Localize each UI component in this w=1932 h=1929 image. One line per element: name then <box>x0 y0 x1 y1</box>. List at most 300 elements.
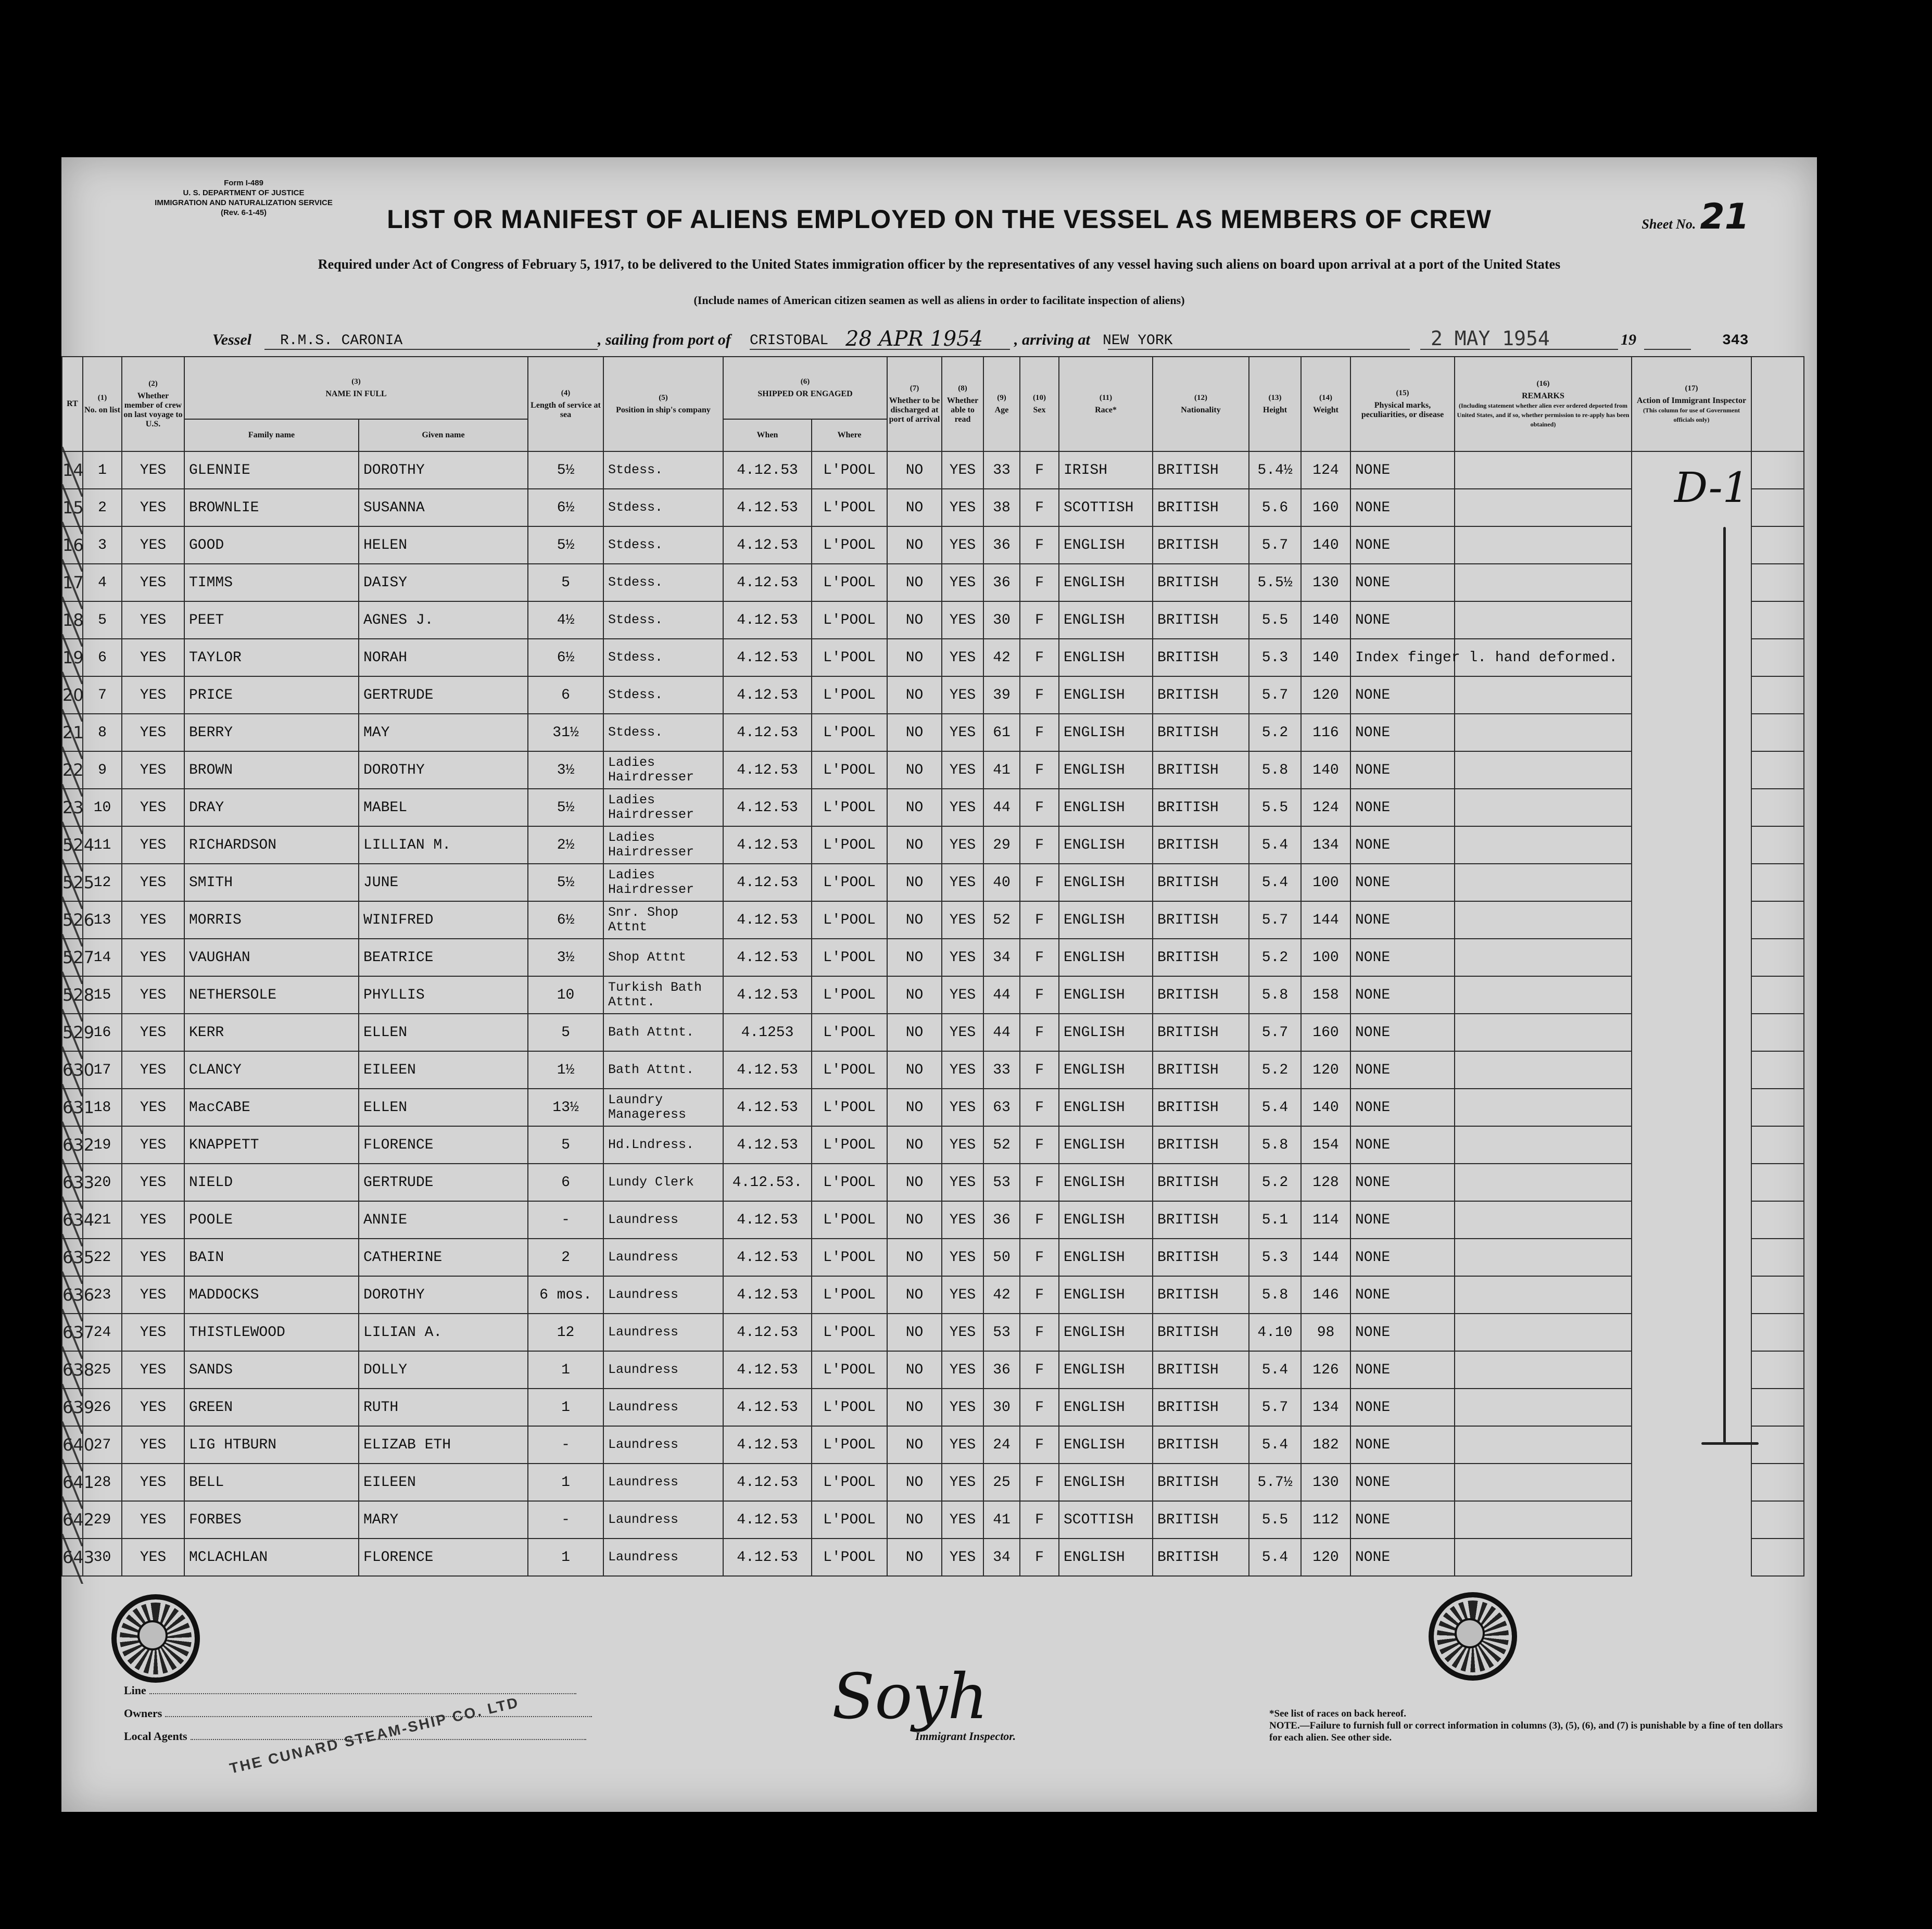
ordinal-cell: 18 <box>62 601 83 639</box>
inspector-action-cell <box>1632 1389 1751 1426</box>
nationality-cell: BRITISH <box>1153 676 1249 714</box>
shipped-where-cell: L'POOL <box>812 1351 887 1389</box>
weight-cell: 160 <box>1301 1014 1350 1051</box>
age-cell: 53 <box>983 1164 1020 1201</box>
header-weight <box>1301 357 1350 451</box>
nationality-cell: BRITISH <box>1153 1051 1249 1089</box>
race-cell: ENGLISH <box>1059 526 1153 564</box>
inspector-action-cell <box>1632 526 1751 564</box>
nationality-cell: BRITISH <box>1153 1314 1249 1351</box>
remarks-cell <box>1455 1464 1632 1501</box>
given-name-cell: GERTRUDE <box>359 1164 528 1201</box>
list-number-cell: 28 <box>83 1464 122 1501</box>
given-name-cell: RUTH <box>359 1389 528 1426</box>
race-cell: ENGLISH <box>1059 714 1153 751</box>
given-name-cell: ELLEN <box>359 1014 528 1051</box>
nationality-cell: BRITISH <box>1153 939 1249 976</box>
race-cell: ENGLISH <box>1059 939 1153 976</box>
margin-header <box>62 357 83 451</box>
remarks-cell <box>1455 976 1632 1014</box>
family-name-cell: TIMMS <box>184 564 359 601</box>
nationality-cell: BRITISH <box>1153 1164 1249 1201</box>
col-num: (11) <box>1099 394 1113 402</box>
port-seal-left <box>111 1594 200 1683</box>
discharged-cell: NO <box>887 1351 942 1389</box>
blank-cell <box>1751 1539 1804 1576</box>
header-no-on-list <box>83 357 122 451</box>
family-name-cell: MCLACHLAN <box>184 1539 359 1576</box>
read-cell: YES <box>942 714 983 751</box>
col-num: (1) <box>97 394 107 402</box>
inspector-action-cell <box>1632 1239 1751 1276</box>
list-number-cell: 8 <box>83 714 122 751</box>
weight-cell: 144 <box>1301 901 1350 939</box>
family-name-cell: SMITH <box>184 864 359 901</box>
shipped-where-cell: L'POOL <box>812 526 887 564</box>
header-where: Where <box>812 419 887 451</box>
ordinal-cell: 632 <box>62 1126 83 1164</box>
service-cell: 5 <box>528 564 603 601</box>
age-cell: 36 <box>983 1201 1020 1239</box>
sex-cell: F <box>1020 451 1059 489</box>
shipped-where-cell: L'POOL <box>812 1464 887 1501</box>
member-cell: YES <box>122 901 184 939</box>
shipped-when-cell: 4.12.53 <box>723 1426 812 1464</box>
weight-cell: 160 <box>1301 489 1350 526</box>
nationality-cell: BRITISH <box>1153 1426 1249 1464</box>
family-name-cell: BELL <box>184 1464 359 1501</box>
read-cell: YES <box>942 789 983 826</box>
weight-cell: 140 <box>1301 1089 1350 1126</box>
family-name-cell: NIELD <box>184 1164 359 1201</box>
family-name-cell: GOOD <box>184 526 359 564</box>
table-row <box>62 1239 1804 1276</box>
service-cell: 6 mos. <box>528 1276 603 1314</box>
shipped-when-cell: 4.12.53 <box>723 1201 812 1239</box>
shipped-when-cell: 4.1253 <box>723 1014 812 1051</box>
sex-cell: F <box>1020 1089 1059 1126</box>
table-row <box>62 826 1804 864</box>
remarks-cell <box>1455 526 1632 564</box>
sex-cell: F <box>1020 1351 1059 1389</box>
read-cell: YES <box>942 1051 983 1089</box>
ordinal-cell: 638 <box>62 1351 83 1389</box>
race-cell: ENGLISH <box>1059 1389 1153 1426</box>
shipped-where-cell: L'POOL <box>812 564 887 601</box>
marks-cell: NONE <box>1350 601 1455 639</box>
discharged-cell: NO <box>887 939 942 976</box>
remarks-cell <box>1455 489 1632 526</box>
col-label: NAME IN FULL <box>325 389 387 398</box>
table-row <box>62 1314 1804 1351</box>
position-cell: Laundress <box>603 1351 723 1389</box>
height-cell: 4.10 <box>1249 1314 1301 1351</box>
weight-cell: 114 <box>1301 1201 1350 1239</box>
height-cell: 5.3 <box>1249 639 1301 676</box>
header-shipped <box>723 357 887 419</box>
position-cell: Stdess. <box>603 676 723 714</box>
blank-cell <box>1751 789 1804 826</box>
shipped-when-cell: 4.12.53 <box>723 1239 812 1276</box>
blank-cell <box>1751 1014 1804 1051</box>
nationality-cell: BRITISH <box>1153 526 1249 564</box>
position-cell: Stdess. <box>603 601 723 639</box>
header-blank <box>1751 357 1804 451</box>
discharged-cell: NO <box>887 714 942 751</box>
ordinal-cell: 639 <box>62 1389 83 1426</box>
ordinal-cell: 20 <box>62 676 83 714</box>
height-cell: 5.2 <box>1249 939 1301 976</box>
header-race <box>1059 357 1153 451</box>
age-cell: 25 <box>983 1464 1020 1501</box>
read-cell: YES <box>942 564 983 601</box>
sailing-label: , sailing from port of <box>598 331 731 348</box>
marks-cell: NONE <box>1350 451 1455 489</box>
shipped-when-cell: 4.12.53 <box>723 976 812 1014</box>
ordinal-cell: 637 <box>62 1314 83 1351</box>
height-cell: 5.2 <box>1249 1164 1301 1201</box>
position-cell: Laundress <box>603 1464 723 1501</box>
weight-cell: 158 <box>1301 976 1350 1014</box>
service-cell: 6 <box>528 1164 603 1201</box>
position-cell: Laundress <box>603 1389 723 1426</box>
read-cell: YES <box>942 976 983 1014</box>
height-cell: 5.5½ <box>1249 564 1301 601</box>
marks-cell: NONE <box>1350 939 1455 976</box>
height-cell: 5.4 <box>1249 1539 1301 1576</box>
member-cell: YES <box>122 1314 184 1351</box>
marks-cell: NONE <box>1350 1239 1455 1276</box>
shipped-where-cell: L'POOL <box>812 1126 887 1164</box>
col-num: (16) <box>1536 380 1550 388</box>
nationality-cell: BRITISH <box>1153 451 1249 489</box>
col-num: (8) <box>958 384 967 393</box>
blank-cell <box>1751 1389 1804 1426</box>
position-cell: Hd.Lndress. <box>603 1126 723 1164</box>
marks-cell: NONE <box>1350 1089 1455 1126</box>
given-name-cell: ELLEN <box>359 1089 528 1126</box>
service-cell: 31½ <box>528 714 603 751</box>
age-cell: 40 <box>983 864 1020 901</box>
inspector-action-cell <box>1632 789 1751 826</box>
member-cell: YES <box>122 1539 184 1576</box>
shipped-where-cell: L'POOL <box>812 1314 887 1351</box>
marks-cell: NONE <box>1350 714 1455 751</box>
marks-cell: NONE <box>1350 1426 1455 1464</box>
given-name-cell: NORAH <box>359 639 528 676</box>
discharged-cell: NO <box>887 1051 942 1089</box>
col-num: (12) <box>1194 394 1207 402</box>
family-name-cell: POOLE <box>184 1201 359 1239</box>
family-name-cell: MORRIS <box>184 901 359 939</box>
list-number-cell: 26 <box>83 1389 122 1426</box>
sex-cell: F <box>1020 1201 1059 1239</box>
blank-cell <box>1751 1351 1804 1389</box>
remarks-cell <box>1455 1126 1632 1164</box>
age-cell: 39 <box>983 676 1020 714</box>
blank-cell <box>1751 939 1804 976</box>
inspector-signature: Soyh <box>832 1661 988 1733</box>
family-name-cell: RICHARDSON <box>184 826 359 864</box>
include-note: (Include names of American citizen seamen as well as aliens in order to facilitate inspection of aliens) <box>693 294 1185 307</box>
race-cell: ENGLISH <box>1059 864 1153 901</box>
read-cell: YES <box>942 1239 983 1276</box>
remarks-cell <box>1455 564 1632 601</box>
given-name-cell: ELIZAB ETH <box>359 1426 528 1464</box>
age-cell: 52 <box>983 1126 1020 1164</box>
weight-cell: 140 <box>1301 751 1350 789</box>
service: IMMIGRATION AND NATURALIZATION SERVICE <box>155 198 333 207</box>
year-label: 19 <box>1621 331 1636 348</box>
nationality-cell: BRITISH <box>1153 1276 1249 1314</box>
position-cell: Ladies Hairdresser <box>603 826 723 864</box>
given-name-cell: DOROTHY <box>359 751 528 789</box>
margin-label: RT <box>67 399 78 408</box>
col-num: (10) <box>1033 394 1046 402</box>
height-cell: 5.8 <box>1249 1126 1301 1164</box>
list-number-cell: 18 <box>83 1089 122 1126</box>
remarks-cell <box>1455 1501 1632 1539</box>
weight-cell: 124 <box>1301 451 1350 489</box>
shipped-where-cell: L'POOL <box>812 1501 887 1539</box>
discharged-cell: NO <box>887 1464 942 1501</box>
service-cell: 5½ <box>528 526 603 564</box>
remarks-cell <box>1455 1089 1632 1126</box>
sex-cell: F <box>1020 901 1059 939</box>
ordinal-cell: 19 <box>62 639 83 676</box>
sex-cell: F <box>1020 1239 1059 1276</box>
marks-cell: NONE <box>1350 1276 1455 1314</box>
family-name-cell: MacCABE <box>184 1089 359 1126</box>
nationality-cell: BRITISH <box>1153 1089 1249 1126</box>
race-cell: ENGLISH <box>1059 1051 1153 1089</box>
service-cell: 12 <box>528 1314 603 1351</box>
service-cell: 6 <box>528 676 603 714</box>
shipped-when-cell: 4.12.53 <box>723 714 812 751</box>
given-name-cell: EILEEN <box>359 1051 528 1089</box>
race-cell: ENGLISH <box>1059 1126 1153 1164</box>
shipped-where-cell: L'POOL <box>812 1389 887 1426</box>
discharged-cell: NO <box>887 601 942 639</box>
list-number-cell: 6 <box>83 639 122 676</box>
ordinal-cell: 630 <box>62 1051 83 1089</box>
nationality-cell: BRITISH <box>1153 489 1249 526</box>
list-number-cell: 11 <box>83 826 122 864</box>
member-cell: YES <box>122 1351 184 1389</box>
nationality-cell: BRITISH <box>1153 976 1249 1014</box>
age-cell: 50 <box>983 1239 1020 1276</box>
list-number-cell: 7 <box>83 676 122 714</box>
height-cell: 5.8 <box>1249 1276 1301 1314</box>
remarks-cell <box>1455 451 1632 489</box>
list-number-cell: 13 <box>83 901 122 939</box>
nationality-cell: BRITISH <box>1153 1539 1249 1576</box>
member-cell: YES <box>122 1276 184 1314</box>
age-cell: 63 <box>983 1089 1020 1126</box>
list-number-cell: 19 <box>83 1126 122 1164</box>
header-inspector-action <box>1632 357 1751 451</box>
inspector-action-cell <box>1632 1014 1751 1051</box>
position-cell: Laundress <box>603 1426 723 1464</box>
blank-cell <box>1751 1051 1804 1089</box>
nationality-cell: BRITISH <box>1153 714 1249 751</box>
given-name-cell: FLORENCE <box>359 1539 528 1576</box>
nationality-cell: BRITISH <box>1153 639 1249 676</box>
ordinal-cell: 14 <box>62 451 83 489</box>
height-cell: 5.4 <box>1249 826 1301 864</box>
blank-cell <box>1751 1501 1804 1539</box>
inspector-action-cell <box>1632 1089 1751 1126</box>
table-row <box>62 526 1804 564</box>
race-cell: ENGLISH <box>1059 1276 1153 1314</box>
service-cell: 3½ <box>528 939 603 976</box>
inspector-continuation-line <box>1723 527 1726 1443</box>
shipped-when-cell: 4.12.53 <box>723 1276 812 1314</box>
shipped-where-cell: L'POOL <box>812 1089 887 1126</box>
inspector-action-cell <box>1632 1276 1751 1314</box>
family-name-cell: FORBES <box>184 1501 359 1539</box>
shipped-when-cell: 4.12.53 <box>723 939 812 976</box>
discharged-cell: NO <box>887 676 942 714</box>
vessel-line <box>61 323 1817 352</box>
remarks-cell <box>1455 714 1632 751</box>
race-cell: ENGLISH <box>1059 1464 1153 1501</box>
table-row <box>62 901 1804 939</box>
discharged-cell: NO <box>887 826 942 864</box>
header-when: When <box>723 419 812 451</box>
table-row <box>62 1276 1804 1314</box>
line-label: Line <box>124 1684 146 1697</box>
family-name-cell: GLENNIE <box>184 451 359 489</box>
ordinal-cell: 525 <box>62 864 83 901</box>
nationality-cell: BRITISH <box>1153 1239 1249 1276</box>
remarks-cell <box>1455 1239 1632 1276</box>
sex-cell: F <box>1020 939 1059 976</box>
inspector-action-cell <box>1632 864 1751 901</box>
inspector-action-cell <box>1632 1314 1751 1351</box>
blank-cell <box>1751 601 1804 639</box>
member-cell: YES <box>122 751 184 789</box>
blank-cell <box>1751 714 1804 751</box>
height-cell: 5.8 <box>1249 751 1301 789</box>
sex-cell: F <box>1020 489 1059 526</box>
table-row <box>62 639 1804 676</box>
col-num: (15) <box>1396 389 1409 397</box>
manifest-sheet <box>61 157 1817 1812</box>
shipped-when-cell: 4.12.53 <box>723 489 812 526</box>
departure-port: CRISTOBAL <box>750 333 829 349</box>
member-cell: YES <box>122 1501 184 1539</box>
member-cell: YES <box>122 639 184 676</box>
position-cell: Laundress <box>603 1314 723 1351</box>
inspector-action-cell <box>1632 1464 1751 1501</box>
nationality-cell: BRITISH <box>1153 1201 1249 1239</box>
inspector-action-cell <box>1632 676 1751 714</box>
read-cell: YES <box>942 526 983 564</box>
list-number-cell: 3 <box>83 526 122 564</box>
marks-cell: NONE <box>1350 676 1455 714</box>
sex-cell: F <box>1020 1276 1059 1314</box>
table-row <box>62 864 1804 901</box>
family-name-cell: PRICE <box>184 676 359 714</box>
given-name-cell: LILLIAN M. <box>359 826 528 864</box>
shipped-where-cell: L'POOL <box>812 901 887 939</box>
family-name-cell: MADDOCKS <box>184 1276 359 1314</box>
height-cell: 5.5 <box>1249 789 1301 826</box>
table-row <box>62 1164 1804 1201</box>
table-row <box>62 601 1804 639</box>
discharged-cell: NO <box>887 976 942 1014</box>
discharged-cell: NO <box>887 901 942 939</box>
race-cell: ENGLISH <box>1059 1089 1153 1126</box>
service-cell: 3½ <box>528 751 603 789</box>
header-age <box>983 357 1020 451</box>
shipped-when-cell: 4.12.53 <box>723 1051 812 1089</box>
height-cell: 5.7 <box>1249 526 1301 564</box>
ordinal-cell: 634 <box>62 1201 83 1239</box>
position-cell: Lundy Clerk <box>603 1164 723 1201</box>
shipped-where-cell: L'POOL <box>812 976 887 1014</box>
read-cell: YES <box>942 1201 983 1239</box>
shipped-when-cell: 4.12.53 <box>723 1501 812 1539</box>
given-name-cell: ANNIE <box>359 1201 528 1239</box>
nationality-cell: BRITISH <box>1153 1501 1249 1539</box>
marks-cell: NONE <box>1350 1126 1455 1164</box>
remarks-cell <box>1455 1314 1632 1351</box>
nationality-cell: BRITISH <box>1153 1014 1249 1051</box>
discharged-cell: NO <box>887 1239 942 1276</box>
shipped-where-cell: L'POOL <box>812 826 887 864</box>
age-cell: 36 <box>983 526 1020 564</box>
marks-cell: NONE <box>1350 1201 1455 1239</box>
port-seal-right <box>1429 1592 1517 1681</box>
table-row <box>62 564 1804 601</box>
remarks-cell <box>1455 1276 1632 1314</box>
shipped-where-cell: L'POOL <box>812 639 887 676</box>
ordinal-cell: 636 <box>62 1276 83 1314</box>
list-number-cell: 21 <box>83 1201 122 1239</box>
inspector-subtitle: (This column for use of Government officials only) <box>1643 407 1740 423</box>
company-stamp: THE CUNARD STEAM-SHIP CO. LTD <box>228 1694 521 1777</box>
blank-cell <box>1751 1239 1804 1276</box>
age-cell: 52 <box>983 901 1020 939</box>
vessel-name: R.M.S. CARONIA <box>280 333 403 349</box>
header-discharged <box>887 357 942 451</box>
service-cell: - <box>528 1501 603 1539</box>
col-label: Whether able to read <box>946 396 979 424</box>
service-cell: 1 <box>528 1464 603 1501</box>
age-cell: 33 <box>983 1051 1020 1089</box>
remarks-cell <box>1455 1389 1632 1426</box>
height-cell: 5.6 <box>1249 489 1301 526</box>
list-number-cell: 5 <box>83 601 122 639</box>
marks-cell: NONE <box>1350 1464 1455 1501</box>
given-name-cell: DOLLY <box>359 1351 528 1389</box>
family-name-cell: DRAY <box>184 789 359 826</box>
remarks-cell <box>1455 601 1632 639</box>
col-label: Nationality <box>1181 406 1221 414</box>
list-number-cell: 9 <box>83 751 122 789</box>
shipped-where-cell: L'POOL <box>812 714 887 751</box>
col-label: Height <box>1262 406 1287 414</box>
table-row <box>62 1464 1804 1501</box>
height-cell: 5.4 <box>1249 1351 1301 1389</box>
position-cell: Snr. Shop Attnt <box>603 901 723 939</box>
inspector-action-cell <box>1632 564 1751 601</box>
header-height <box>1249 357 1301 451</box>
shipped-when-cell: 4.12.53 <box>723 1389 812 1426</box>
table-row <box>62 676 1804 714</box>
